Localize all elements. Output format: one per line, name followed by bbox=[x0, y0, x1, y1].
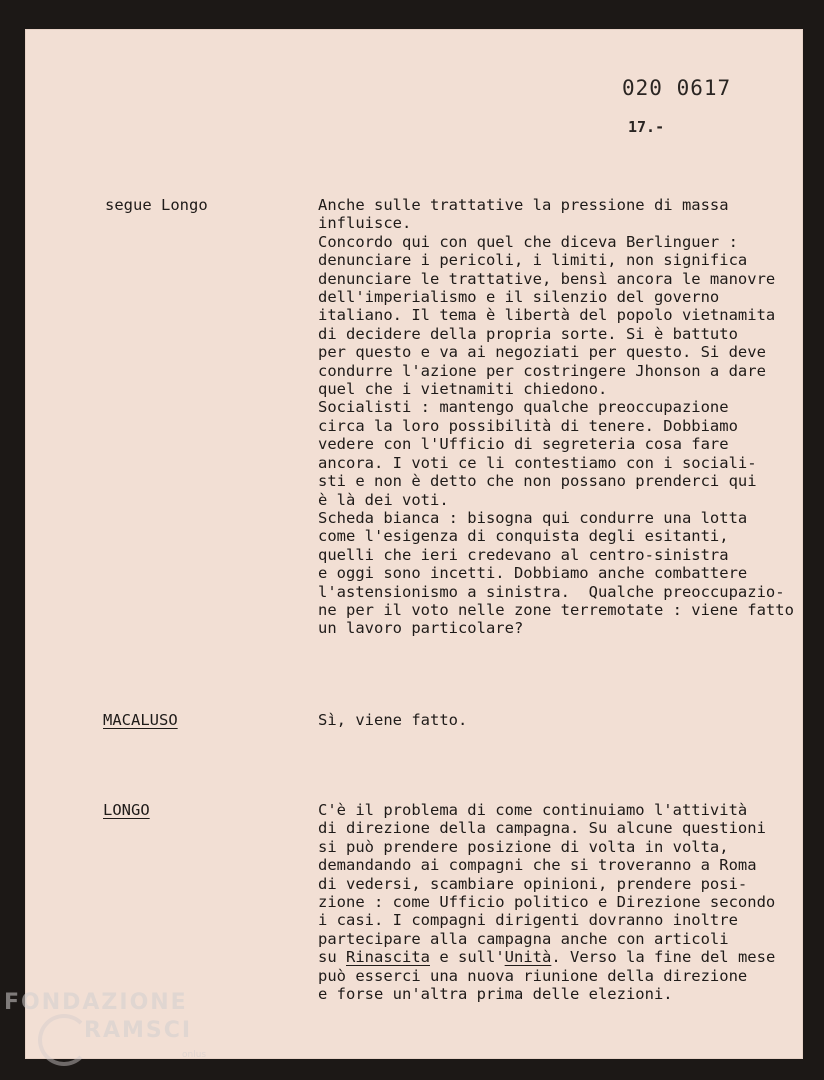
speech-line: si può prendere posizione di volta in volta, bbox=[318, 837, 729, 856]
speaker-label: segue Longo bbox=[105, 196, 208, 214]
speech-line: Concordo qui con quel che diceva Berlinguer : bbox=[318, 232, 738, 251]
speech-line: i casi. I compagni dirigenti dovranno inoltre bbox=[318, 911, 738, 930]
speech-line: condurre l'azione per costringere Jhonson a dare bbox=[318, 361, 766, 380]
speaker-label: LONGO bbox=[103, 801, 150, 819]
speech-line: come l'esigenza di conquista degli esitanti, bbox=[318, 527, 729, 546]
speech-line: denunciare i pericoli, i limiti, non significa bbox=[318, 251, 748, 270]
speech-line: di vedersi, scambiare opinioni, prendere posi- bbox=[318, 874, 748, 893]
speech-line: Sì, viene fatto. bbox=[318, 711, 468, 729]
speech-line: su Rinascita e sull'Unità. Verso la fine del mese bbox=[318, 948, 776, 967]
speech-line: per questo e va ai negoziati per questo. Si deve bbox=[318, 343, 766, 362]
page-number: 17.- bbox=[628, 118, 665, 136]
speech-block bbox=[318, 196, 794, 638]
speech-line: demandando ai compagni che si troveranno a Roma bbox=[318, 856, 757, 875]
speech-line: vedere con l'Ufficio di segreteria cosa fare bbox=[318, 435, 729, 454]
speech-line: denunciare le trattative, bensì ancora le manovre bbox=[318, 269, 776, 288]
speech-line: e oggi sono incetti. Dobbiamo anche combattere bbox=[318, 564, 748, 583]
speech-line: un lavoro particolare? bbox=[318, 619, 524, 638]
speech-line: zione : come Ufficio politico e Direzione secondo bbox=[318, 893, 776, 912]
speech-line: ne per il voto nelle zone terremotate : viene fatto bbox=[318, 600, 794, 619]
speech-line: dell'imperialismo e il silenzio del governo bbox=[318, 288, 720, 307]
speech-line: può esserci una nuova riunione della direzione bbox=[318, 966, 748, 985]
speech-line: ancora. I voti ce li contestiamo con i sociali- bbox=[318, 453, 757, 472]
speech-line: quel che i vietnamiti chiedono. bbox=[318, 380, 608, 399]
watermark-suffix: onlus bbox=[182, 1050, 207, 1060]
speech-line: di decidere della propria sorte. Si è battuto bbox=[318, 324, 738, 343]
speech-line: l'astensionismo a sinistra. Qualche preoccupazio- bbox=[318, 582, 785, 601]
speech-line: sti e non è detto che non possano prenderci qui bbox=[318, 472, 757, 491]
speech-line: è là dei voti. bbox=[318, 490, 449, 509]
speech-line: quelli che ieri credevano al centro-sinistra bbox=[318, 545, 729, 564]
speech-line: influisce. bbox=[318, 214, 412, 233]
speech-line: italiano. Il tema è libertà del popolo vietnamita bbox=[318, 306, 776, 325]
speech-block bbox=[318, 801, 775, 1003]
speech-line: Scheda bianca : bisogna qui condurre una lotta bbox=[318, 508, 748, 527]
speech-line: circa la loro possibilità di tenere. Dobbiamo bbox=[318, 416, 738, 435]
watermark-g-icon bbox=[38, 1014, 90, 1066]
speech-line: Anche sulle trattative la pressione di massa bbox=[318, 196, 729, 214]
speech-block bbox=[318, 711, 467, 729]
watermark-line1: FONDAZIONE bbox=[4, 990, 188, 1015]
speech-line: e forse un'altra prima delle elezioni. bbox=[318, 985, 673, 1004]
watermark-line2: RAMSCI bbox=[84, 1018, 193, 1043]
document-number: 020 0617 bbox=[622, 76, 732, 100]
speaker-label: MACALUSO bbox=[103, 711, 178, 729]
speech-line: partecipare alla campagna anche con articoli bbox=[318, 929, 729, 948]
speech-line: C'è il problema di come continuiamo l'attività bbox=[318, 801, 748, 819]
foundation-watermark bbox=[4, 990, 214, 1070]
speech-line: di direzione della campagna. Su alcune questioni bbox=[318, 819, 766, 838]
speech-line: Socialisti : mantengo qualche preoccupazione bbox=[318, 398, 729, 417]
